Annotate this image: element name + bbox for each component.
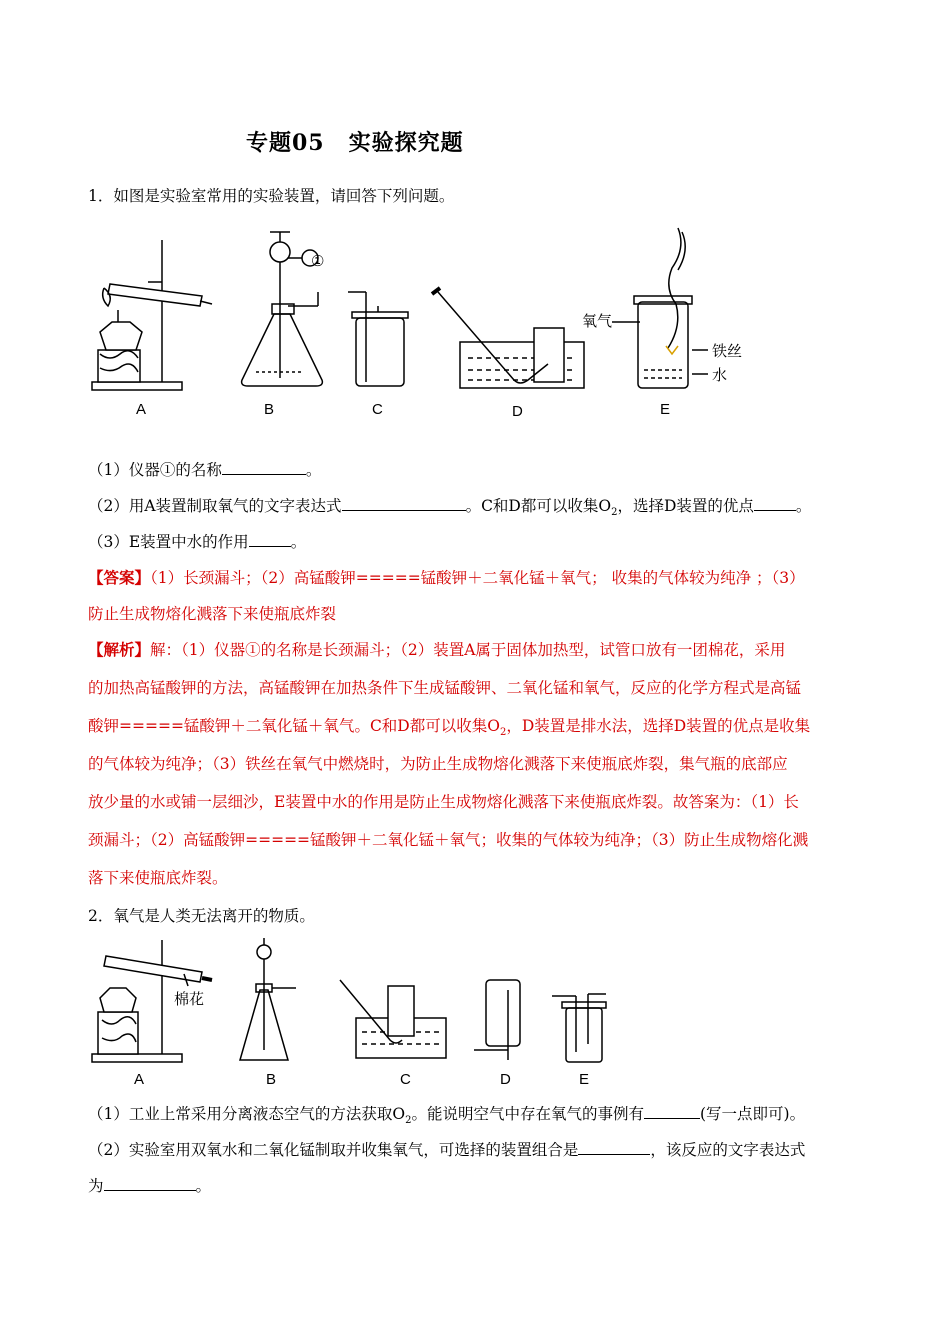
fig2-label-d: D [500, 1071, 511, 1088]
question-1-analysis: 【解析】解：（1）仪器①的名称是长颈漏斗；（2）装置A属于固体加热型，试管口放有一团棉花，采用 [88, 640, 786, 659]
analysis-line: 的气体较为纯净；（3）铁丝在氧气中燃烧时，为防止生成物熔化溅落下来使瓶底炸裂，集气瓶的底部应 [88, 755, 788, 773]
question-2-part-2-cont: 为 。 [88, 1177, 212, 1195]
question-1-part-2: （2）用A装置制取氧气的文字表达式 。C和D都可以收集$O_2$，选择D装置的优点 。 [88, 497, 812, 519]
blank[interactable] [342, 496, 466, 511]
question-1-answer-cont: 防止生成物熔化溅落下来使瓶底炸裂 [88, 605, 337, 623]
fig2-label-c: C [400, 1071, 411, 1088]
blank[interactable] [104, 1176, 196, 1191]
page-title: 专题05 实验探究题 [246, 130, 464, 156]
label-water: 水 [712, 366, 728, 384]
analysis-line: 放少量的水或铺一层细沙，E装置中水的作用是防止生成物熔化溅落下来使瓶底炸裂。故答案为：（1）长 [88, 793, 799, 811]
blank[interactable] [249, 532, 291, 547]
question-2-stem: 2．氧气是人类无法离开的物质。 [88, 907, 315, 925]
apparatus-b [240, 938, 296, 1060]
analysis-line: 的加热高锰酸钾的方法，高锰酸钾在加热条件下生成锰酸钾、二氧化锰和氧气，反应的化学方程式是高锰 [88, 679, 802, 697]
fig2-label-b: B [266, 1071, 277, 1088]
analysis-line: 颈漏斗；（2）高锰酸钾=====锰酸钾＋二氧化锰＋氧气；收集的气体较为纯净；（3）防止生成物熔化溅 [88, 831, 809, 849]
label-oxygen: 氧气 [582, 312, 613, 330]
apparatus-diagram [88, 222, 808, 422]
question-2-figure [88, 934, 648, 1092]
fig1-label-c: C [372, 401, 383, 418]
blank[interactable] [222, 460, 306, 475]
question-1-answer: 【答案】（1）长颈漏斗；（2）高锰酸钾=====锰酸钾＋二氧化锰＋氧气； 收集的气体较为纯净 ；（3） [88, 568, 805, 587]
label-circle-1: ① [311, 253, 325, 270]
label-cotton: 棉花 [174, 990, 205, 1008]
label-iron-wire: 铁丝 [712, 342, 743, 360]
question-1-figure [88, 222, 808, 422]
apparatus-c [340, 980, 446, 1058]
fig1-label-e: E [660, 401, 671, 418]
blank[interactable] [578, 1140, 650, 1155]
apparatus-e [612, 228, 708, 388]
fig1-label-a: A [136, 401, 147, 418]
apparatus-d [474, 980, 520, 1060]
apparatus-d [432, 288, 584, 388]
analysis-line: 落下来使瓶底炸裂。 [88, 869, 228, 887]
fig1-label-b: B [264, 401, 275, 418]
apparatus-a [92, 240, 212, 390]
question-1-stem: 1．如图是实验室常用的实验装置，请回答下列问题。 [88, 187, 455, 205]
fig2-label-e: E [579, 1071, 590, 1088]
question-1-part-1: （1）仪器①的名称 。 [88, 461, 322, 479]
apparatus-diagram-2 [88, 934, 648, 1092]
fig1-label-d: D [512, 403, 523, 420]
fig2-label-a: A [134, 1071, 145, 1088]
analysis-line: 酸钾=====锰酸钾＋二氧化锰＋氧气。C和D都可以收集$O_2$，D装置是排水法，选择D装置的优点是收集 [88, 717, 811, 739]
blank[interactable] [754, 496, 796, 511]
question-2-part-2: （2）实验室用双氧水和二氧化锰制取并收集氧气，可选择的装置组合是 ，该反应的文字表达式 [88, 1141, 806, 1159]
question-1-part-3: （3）E装置中水的作用 。 [88, 533, 307, 551]
apparatus-e [552, 994, 606, 1062]
apparatus-c [348, 292, 408, 386]
question-2-part-1: （1）工业上常采用分离液态空气的方法获取$O_2$。能说明空气中存在氧气的事例有 (写一点即可)。 [88, 1105, 806, 1127]
blank[interactable] [644, 1104, 700, 1119]
